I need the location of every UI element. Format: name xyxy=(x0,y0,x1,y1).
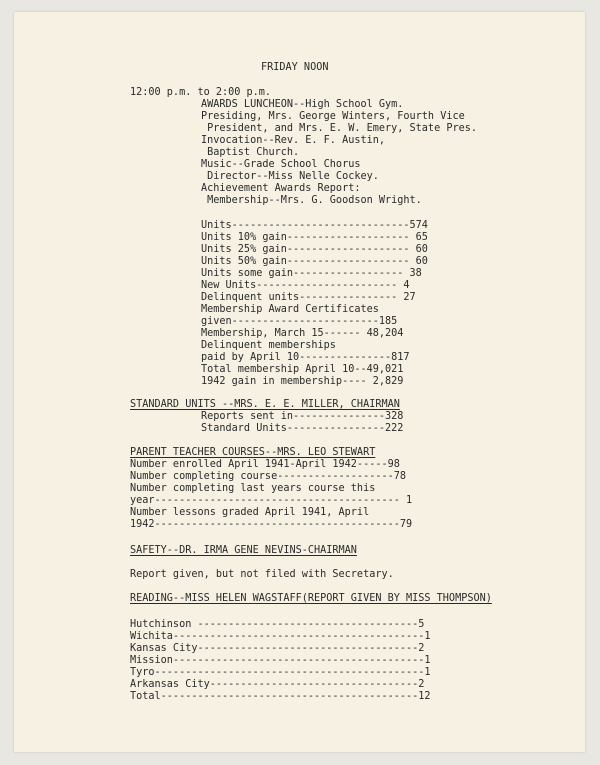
parent-teacher-line: year---------------------------------------- 1 xyxy=(130,495,413,506)
membership-line: Units 50% gain-------------------- 60 xyxy=(201,256,428,267)
membership-line: Total membership April 10--49,021 xyxy=(201,364,404,375)
program-line: Director--Miss Nelle Cockey. xyxy=(201,171,379,182)
safety-text: Report given, but not filed with Secretary. xyxy=(130,569,394,580)
standard-units-line: Reports sent in---------------328 xyxy=(201,411,404,422)
membership-line: Delinquent memberships xyxy=(201,340,336,351)
membership-line: paid by April 10---------------817 xyxy=(201,352,410,363)
reading-line: Mission-----------------------------------------1 xyxy=(130,655,431,666)
page-title: FRIDAY NOON xyxy=(261,62,329,73)
membership-line: New Units----------------------- 4 xyxy=(201,280,410,291)
membership-line: Units 25% gain-------------------- 60 xyxy=(201,244,428,255)
parent-teacher-line: Number completing course-------------------78 xyxy=(130,471,407,482)
safety-heading: SAFETY--DR. IRMA GENE NEVINS-CHAIRMAN xyxy=(130,545,357,556)
reading-line: Wichita-----------------------------------------1 xyxy=(130,631,431,642)
parent-teacher-line: Number completing last years course this xyxy=(130,483,376,494)
program-line: Baptist Church. xyxy=(201,147,300,158)
parent-teacher-line: Number lessons graded April 1941, April xyxy=(130,507,370,518)
parent-teacher-line: Number enrolled April 1941-April 1942-----98 xyxy=(130,459,400,470)
program-line: Membership--Mrs. G. Goodson Wright. xyxy=(201,195,422,206)
reading-line: Total------------------------------------------12 xyxy=(130,691,431,702)
parent-teacher-line: 1942----------------------------------------79 xyxy=(130,519,413,530)
program-line: Music--Grade School Chorus xyxy=(201,159,361,170)
program-line: President, and Mrs. E. W. Emery, State Pres. xyxy=(201,123,478,134)
program-line: Achievement Awards Report: xyxy=(201,183,361,194)
time-line: 12:00 p.m. to 2:00 p.m. xyxy=(130,87,272,98)
reading-line: Kansas City------------------------------------2 xyxy=(130,643,425,654)
membership-line: given------------------------185 xyxy=(201,316,398,327)
parent-teacher-heading: PARENT TEACHER COURSES--MRS. LEO STEWART xyxy=(130,447,376,458)
standard-units-line: Standard Units----------------222 xyxy=(201,423,404,434)
reading-line: Arkansas City----------------------------------2 xyxy=(130,679,425,690)
program-line: AWARDS LUNCHEON--High School Gym. xyxy=(201,99,404,110)
membership-line: Delinquent units---------------- 27 xyxy=(201,292,416,303)
reading-heading: READING--MISS HELEN WAGSTAFF(REPORT GIVEN BY MISS THOMPSON) xyxy=(130,593,492,604)
membership-line: Units-----------------------------574 xyxy=(201,220,428,231)
membership-line: Units 10% gain-------------------- 65 xyxy=(201,232,428,243)
reading-line: Tyro--------------------------------------------1 xyxy=(130,667,431,678)
reading-line: Hutchinson ------------------------------------5 xyxy=(130,619,425,630)
membership-line: Units some gain------------------ 38 xyxy=(201,268,422,279)
standard-units-heading: STANDARD UNITS --MRS. E. E. MILLER, CHAIRMAN xyxy=(130,399,400,410)
program-line: Presiding, Mrs. George Winters, Fourth Vice xyxy=(201,111,465,122)
membership-line: Membership, March 15------ 48,204 xyxy=(201,328,404,339)
membership-line: Membership Award Certificates xyxy=(201,304,379,315)
document-page xyxy=(14,12,585,752)
program-line: Invocation--Rev. E. F. Austin, xyxy=(201,135,386,146)
membership-line: 1942 gain in membership---- 2,829 xyxy=(201,376,404,387)
